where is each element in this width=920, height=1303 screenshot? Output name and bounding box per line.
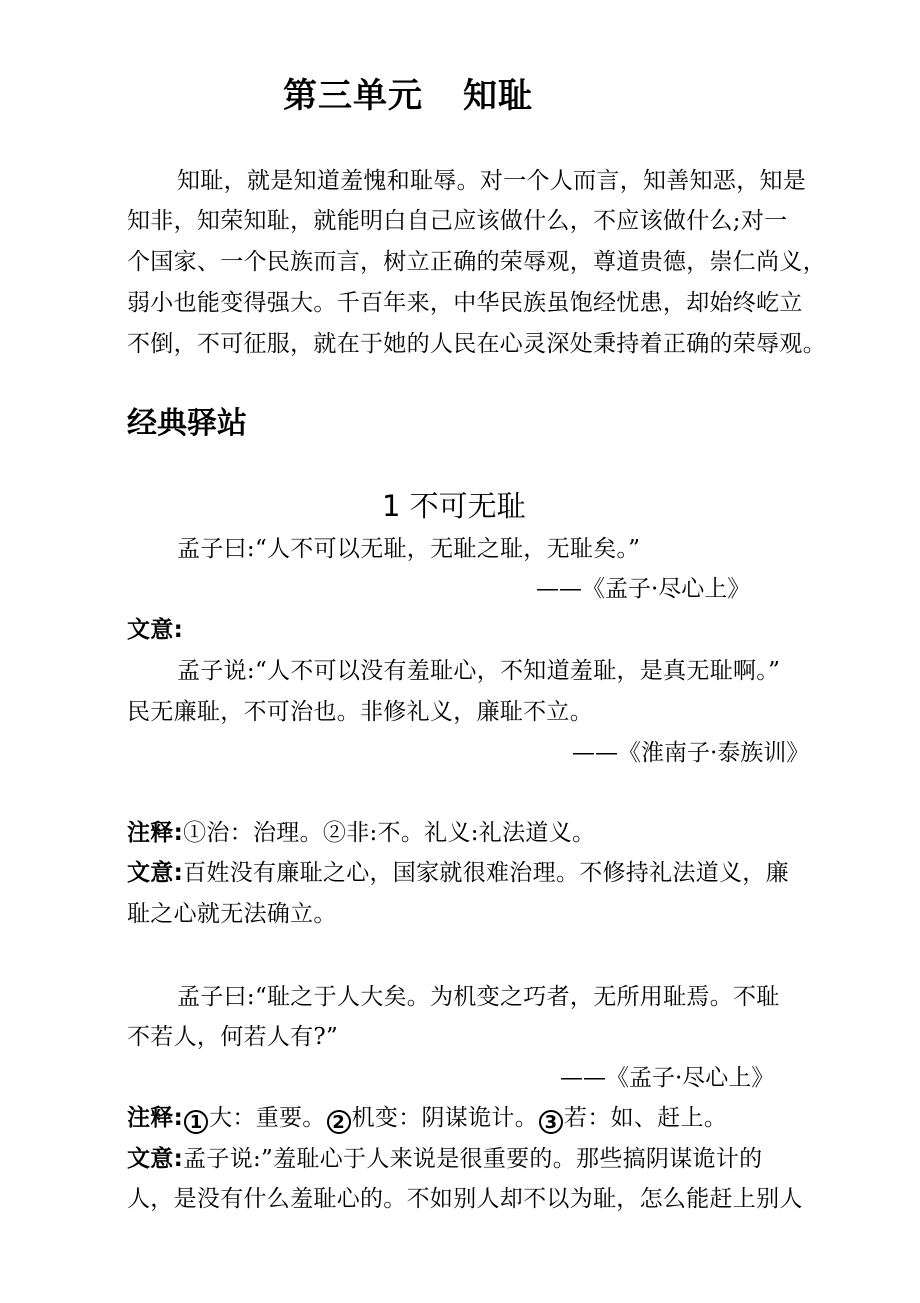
section-heading: 经典驿站: [127, 406, 247, 441]
intro-line: 不倒，不可征服，就在于她的人民在心灵深处秉持着正确的荣辱观。: [127, 331, 826, 357]
circled-number-3: 3: [539, 1110, 563, 1134]
unit-title-number: 第三单元: [283, 76, 423, 116]
passage2-meaning: [127, 858, 789, 888]
passage1-source: ——《孟子·尽心上》: [536, 576, 751, 602]
passage2-meaning-cont: 耻之心就无法确立。: [127, 901, 337, 927]
meaning-label: 文意:: [127, 1146, 184, 1172]
meaning-text: 孟子说:”羞耻心于人来说是很重要的。那些搞阴谋诡计的: [183, 1146, 763, 1172]
passage3-meaning: [127, 1144, 762, 1174]
passage3-quote: 孟子曰:“耻之于人大矣。为机变之巧者，无所用耻焉。不耻: [177, 984, 780, 1010]
circled-number-2: 2: [327, 1110, 351, 1134]
note-2-text: 机变：阴谋诡计。: [351, 1105, 539, 1131]
passage2-quote: 民无廉耻，不可治也。非修礼义，廉耻不立。: [127, 699, 593, 725]
passage1-meaning-label: 文意:: [127, 617, 184, 643]
intro-line: 知非，知荣知耻，就能明白自己应该做什么，不应该做什么;对一: [127, 208, 788, 234]
lesson-title: 1 不可无耻: [382, 489, 526, 523]
passage3-source: ——《孟子·尽心上》: [560, 1065, 775, 1091]
circled-number-1: 1: [184, 1110, 208, 1134]
passage1-quote: 孟子曰:“人不可以无耻，无耻之耻，无耻矣。”: [177, 536, 641, 562]
unit-title: [283, 74, 533, 118]
meaning-text: 百姓没有廉耻之心，国家就很难治理。不修持礼法道义，廉: [183, 860, 789, 886]
passage2-source: ——《淮南子·泰族训》: [572, 740, 810, 766]
passage3-quote-cont: 不若人，何若人有?”: [127, 1024, 339, 1050]
passage3-notes: [127, 1103, 727, 1134]
notes-label: 注释:: [127, 1105, 184, 1131]
note-1-text: 大：重要。: [209, 1105, 326, 1131]
passage2-notes: [127, 818, 595, 848]
unit-title-topic: 知耻: [463, 76, 533, 116]
note-3-text: 若：如、赶上。: [564, 1105, 728, 1131]
intro-line: 个国家、一个民族而言，树立正确的荣辱观，尊道贵德，崇仁尚义，: [127, 249, 826, 275]
notes-text: ①治：治理。②非:不。礼义:礼法道义。: [183, 820, 596, 846]
intro-line: 弱小也能变得强大。千百年来，中华民族虽饱经忧患，却始终屹立: [127, 290, 803, 316]
passage1-meaning: 孟子说:“人不可以没有羞耻心，不知道羞耻，是真无耻啊。”: [177, 658, 781, 684]
intro-line: 知耻，就是知道羞愧和耻辱。对一个人而言，知善知恶，知是: [177, 168, 807, 194]
notes-label: 注释:: [127, 820, 184, 846]
meaning-label: 文意:: [127, 860, 184, 886]
passage3-meaning-cont: 人，是没有什么羞耻心的。不如别人却不以为耻，怎么能赶上别人: [127, 1186, 803, 1212]
